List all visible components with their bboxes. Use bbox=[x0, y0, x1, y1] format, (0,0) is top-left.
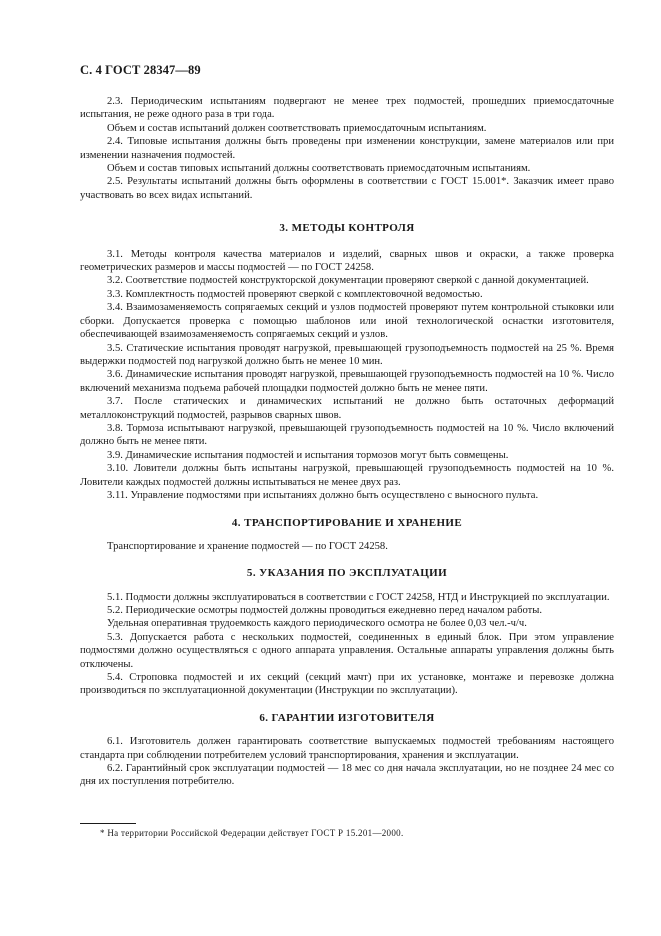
paragraph-2-3: 2.3. Периодическим испытаниям подвергают не менее трех подмостей, прошедших приемосдаточные испытания, не реже одного раза в три года. bbox=[80, 96, 614, 121]
section-3-heading: 3. МЕТОДЫ КОНТРОЛЯ bbox=[279, 222, 415, 235]
section-5-heading: 5. УКАЗАНИЯ ПО ЭКСПЛУАТАЦИИ bbox=[246, 567, 448, 580]
section-6-heading: 6. ГАРАНТИИ ИЗГОТОВИТЕЛЯ bbox=[259, 711, 435, 724]
paragraph-3-4: 3.4. Взаимозаменяемость сопрягаемых секций и узлов подмостей проверяют путем контрольной стыковки или сборки. Допускается проверка с помощью шаблонов или иной технологической оснастки изготовителя, обеспечивающей взаимозаменяемость сопрягаемых секций и узлов. bbox=[80, 302, 614, 341]
footnote: * На территории Российской Федерации действует ГОСТ Р 15.201—2000. bbox=[100, 828, 404, 838]
paragraph-5-2: 5.2. Периодические осмотры подмостей должны проводиться ежедневно перед началом работы. bbox=[107, 605, 543, 616]
paragraph-6-1: 6.1. Изготовитель должен гарантировать соответствие выпускаемых подмостей требованиям настоящего стандарта при соблюдении потребителем условий транспортирования, хранения и эксплуатации. bbox=[80, 736, 614, 761]
paragraph-5-1: 5.1. Подмости должны эксплуатироваться в соответствии с ГОСТ 24258, НТД и Инструкцией по эксплуатации. bbox=[107, 591, 610, 603]
paragraph-3-10: 3.10. Ловители должны быть испытаны нагрузкой, превышающей грузоподъемность подмостей на 10 %. Ловители каждых подмостей должны испытываться не менее двух раз. bbox=[80, 463, 614, 488]
footnote-divider bbox=[80, 823, 136, 824]
paragraph-3-6: 3.6. Динамические испытания проводят нагрузкой, превышающей грузоподъемность подмостей на 10 %. Число включений механизма подъема рабочей площадки подмостей должно быть не менее пяти. bbox=[80, 369, 614, 394]
paragraph-3-8: 3.8. Тормоза испытывают нагрузкой, превышающей грузоподъемность подмостей на 10 %. Число включений должно быть не менее пяти. bbox=[80, 422, 614, 448]
paragraph-3-2: 3.2. Соответствие подмостей конструкторской документации проверяют сверкой с данной документацией. bbox=[107, 275, 589, 287]
paragraph-3-3: 3.3. Комплектность подмостей проверяют сверкой с комплектовочной ведомостью. bbox=[107, 288, 483, 300]
paragraph-2-5: 2.5. Результаты испытаний должны быть оформлены в соответствии с ГОСТ 15.001*. Заказчик имеет право участвовать во всех видах испытаний. bbox=[80, 176, 614, 201]
section-4-heading: 4. ТРАНСПОРТИРОВАНИЕ И ХРАНЕНИЕ bbox=[231, 517, 463, 530]
page-header: С. 4 ГОСТ 28347—89 bbox=[80, 63, 201, 77]
paragraph-5-3: 5.3. Допускается работа с нескольких подмостей, соединенных в единый блок. При этом управление подмостями должно осуществляться с одного аппарата управления. Остальные аппараты управления должны быть отключены. bbox=[80, 631, 614, 670]
paragraph-5-2-labor: Удельная оперативная трудоемкость каждого периодического осмотра не более 0,03 чел.-ч/ч. bbox=[107, 618, 527, 630]
paragraph-5-4: 5.4. Строповка подмостей и их секций (секций мачт) при их установке, монтаже и перевозке должна производиться по эксплуатационной документации (Инструкции по эксплуатации). bbox=[80, 672, 614, 697]
paragraph-2-3-scope: Объем и состав испытаний должен соответствовать приемосдаточным испытаниям. bbox=[107, 122, 487, 134]
paragraph-2-4: 2.4. Типовые испытания должны быть проведены при изменении конструкции, замене материалов или при изменении назначения подмостей. bbox=[80, 136, 614, 161]
paragraph-3-7: 3.7. После статических и динамических испытаний не должно быть остаточных деформаций металлоконструкций подмостей, разрывов сварных швов. bbox=[80, 396, 614, 421]
paragraph-2-4-scope: Объем и состав типовых испытаний должны соответствовать приемосдаточным испытаниям. bbox=[107, 163, 531, 175]
document-body bbox=[80, 95, 614, 789]
paragraph-3-1: 3.1. Методы контроля качества материалов и изделий, сварных швов и окраски, а также проверка геометрических размеров и массы подмостей — по ГОСТ 24258. bbox=[80, 248, 614, 274]
paragraph-6-2: 6.2. Гарантийный срок эксплуатации подмостей — 18 мес со дня начала эксплуатации, но не позднее 24 мес со дня их поступления потребителю. bbox=[80, 763, 614, 788]
paragraph-4: Транспортирование и хранение подмостей — по ГОСТ 24258. bbox=[107, 540, 388, 552]
paragraph-3-11: 3.11. Управление подмостями при испытаниях должно быть осуществлено с выносного пульта. bbox=[107, 489, 539, 501]
paragraph-3-9: 3.9. Динамические испытания подмостей и испытания тормозов могут быть совмещены. bbox=[107, 449, 509, 461]
paragraph-3-5: 3.5. Статические испытания проводят нагрузкой, превышающей грузоподъемность подмостей на 25 %. Время выдержки подмостей под нагрузкой должно быть не менее 10 мин. bbox=[80, 342, 614, 367]
